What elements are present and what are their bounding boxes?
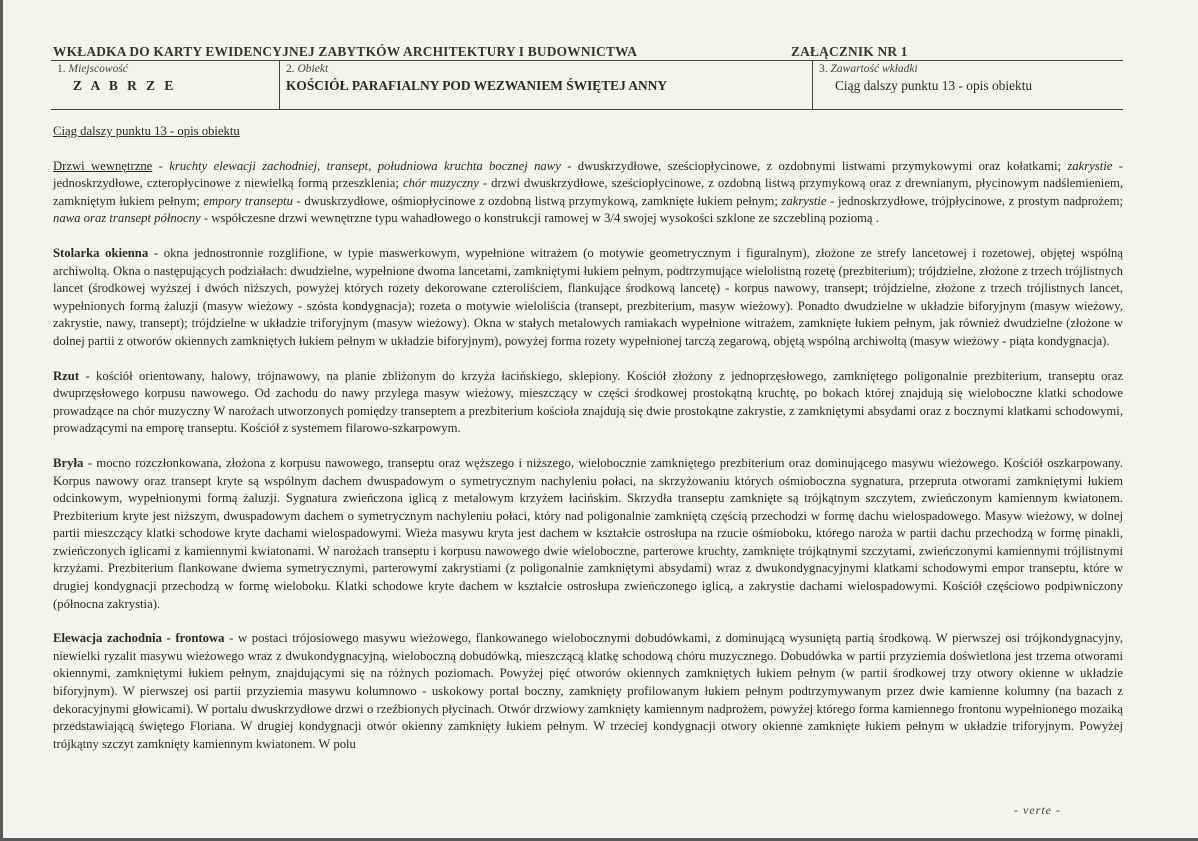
paragraph-mass: Bryła - mocno rozczłonkowana, złożona z korpusu nawowego, transeptu oraz węższego i niższego, wielobocznie zamkniętego prezbiterium oraz dominującego masywu wieżowego. Kościół oszkarpowany. Korpus nawowy oraz transept kryte są wspólnym dachem dwuspadowym o symetrycznym nachyleniu połaci, na skrzyżowaniu których ośmioboczna sygnatura, przeprutа otworami zamkniętymi łukiem odcinkowym, wypełnionymi formą żaluzji. Sygnatura zwieńczona iglicą z metalowym krzyżem łacińskim. Skrzydła transeptu zamknięte są trójkątnym szczytem, zwieńczonym kamiennym kwiatonem. Prezbiterium kryte jest niższym, dwuspadowym dachem o symetrycznym nachyleniu połaci, który nad poligonalnie zamkniętą częścią przechodzi w formę dachu wielospadowego. Masyw wieżowy, w dolnej partii mieszczący klatki schodowe kryte dachami wielospadowymi. Wieża masywu kryta jest dachem w kształcie ostrosłupa na rzucie ośmioboku, którego naroża w partii dachu przechodzą w formę pinakli, zwieńczonych iglicami z kamiennymi kwiatonami. W narożach transeptu i korpusu nawowego dwie wieloboczne, parterowe kruchty, zamknięte trójkątnymi szczytami, zwieńczonymi kamiennymi trójlistnymi krzyżami. Prezbiterium flankowane dwiema symetrycznymi, parterowymi zakrystiami (z poligonalnie zamkniętymi absydami) wraz z dwukondygnacyjnymi klatkami schodowymi empor transeptu, które w drugiej kondygnacji przechodzą w formę wieloboku. Klatki schodowe kryte dachem w kształcie ostrosłupa zwieńczonego iglicą, a zakrystie dachami wielospadowymi. Kościół częściowo podpiwniczony (północna zakrystia). [53, 455, 1123, 611]
paragraph-windows: Stolarka okienna - okna jednostronnie rozglifione, w typie maswerkowym, wypełnione witrażem (o motywie geometrycznym i figuralnym), złożone ze strefy lancetowej i rozetowej, objętej wspólną archiwoltą. Okna o następujących podziałach: dwudzielne, wypełnione dwoma lancetami, zamkniętymi łukiem pełnym, podtrzymujące wielolistną rozetę (prezbiterium); trójdzielne, złożone z trzech trójlistnych lancet (środkowej wyższej i dwóch niższych, powyżej których rozety dekorowane czteroliściem, flankujące środkową lancetę) - korpus nawowy, transept; trójdzielne, złożone z trzech trójlistnych lancet, wypełnionych formą żaluzji (masyw wieżowy - szósta kondygnacja); rozeta o motywie wieloliścia (transept, prezbiterium, masyw wieżowy). Ponadto dwudzielne w układzie biforyjnym (masyw wieżowy, zakrystie, nawy, transept); trójdzielne w układzie triforyjnym (masyw wieżowy). Okna w stałych metalowych ramiakach wypełnione witrażem, zamknięte łukiem pełnym, jak również dwudzielne (złożone w dolnej partii z otworów okiennych zamkniętych łukiem pełnym w układzie biforyjnym), powyżej forma rozety wypełnionej tarczą zegarową, objętą wspólną archiwoltą (masyw wieżowy - piąta kondygnacja). [53, 245, 1123, 348]
header-fields-table [51, 60, 1123, 110]
field-contents [813, 61, 1123, 109]
description-body [53, 123, 1123, 770]
mass-heading: Bryła [53, 455, 84, 470]
annex-number: ZAŁĄCZNIK NR 1 [791, 44, 908, 59]
paragraph-doors: Drzwi wewnętrzne - kruchty elewacji zachodniej, transept, południowa kruchta bocznej nawy - dwuskrzydłowe, sześciopłycinowe, z ozdobnymi listwami przymykowymi oraz kołatkami; zakrystie - jednoskrzydłowe, czteropłycinowe z niewielką formą przeszklenia; chór muzyczny - drzwi dwuskrzydłowe, sześciopłycinowe, z ozdobną listwą przymykową oraz z drewnianym, płycinowym nadślemieniem, zamkniętym łukiem pełnym; empory transeptu - dwuskrzydłowe, ośmiopłycinowe z ozdobną listwą przymykową, zamknięte łukiem pełnym; zakrystie - jednoskrzydłowe, trójpłycinowe, z prostym nadprożem; nawa oraz transept północny - współczesne drzwi wewnętrzne typu wahadłowego o konstrukcji ramowej w 3/4 swojej wysokości szklone ze szczebliną poziomą . [53, 158, 1124, 226]
field-locality-number: 1. [57, 63, 66, 75]
paragraph-plan: Rzut - kościół orientowany, halowy, trójnawowy, na planie zbliżonym do krzyża łacińskiego, sklepiony. Kościół złożony z jednoprzęsłowego, zamkniętego poligonalnie prezbiterium, transeptu oraz dwuprzęsłowego korpusu nawowego. Od zachodu do nawy przylega masyw wieżowy, mieszczący w części środkowej prostokątną kruchtę, po bokach której znajdują się wieloboczne klatki schodowe prowadzące na chór muzyczny W narożach utworzonych pomiędzy transeptem a prezbiterium kościoła znajdują się dwie prostokątne zakrystie, z zamkniętymi absydami oraz z bocznymi klatkami schodowymi, prowadzącymi na emporę transeptu. Kościół z systemem filarowo-szkarpowym. [53, 368, 1123, 436]
form-header [53, 44, 1123, 60]
field-object-label: Obiekt [297, 63, 329, 75]
verte-note: - verte - [1014, 803, 1061, 817]
plan-heading: Rzut [53, 368, 80, 383]
doors-heading: Drzwi wewnętrzne [53, 158, 153, 173]
field-locality-value: Z A B R Z E [73, 78, 177, 93]
continuation-heading: Ciąg dalszy punktu 13 - opis obiektu [53, 124, 240, 138]
field-locality-label: Miejscowość [68, 63, 128, 75]
field-locality [51, 61, 280, 109]
form-title: WKŁADKA DO KARTY EWIDENCYJNEJ ZABYTKÓW ARCHITEKTURY I BUDOWNICTWA [53, 44, 638, 59]
field-object [280, 61, 813, 109]
windows-heading: Stolarka okienna [53, 245, 149, 260]
field-contents-value: Ciąg dalszy punktu 13 - opis obiektu [835, 78, 1033, 93]
field-contents-label: Zawartość wkładki [830, 63, 918, 75]
facade-heading: Elewacja zachodnia - frontowa [53, 631, 225, 646]
field-object-value: KOŚCIÓŁ PARAFIALNY POD WEZWANIEM ŚWIĘTEJ ANNY [286, 78, 668, 93]
field-object-number: 2. [286, 63, 295, 75]
field-contents-number: 3. [819, 63, 828, 75]
paragraph-facade: Elewacja zachodnia - frontowa - w postaci trójosiowego masywu wieżowego, flankowanego wielobocznymi dobudówkami, z dominującą wysuniętą partią środkową. W pierwszej osi trójkondygnacyjny, niewielki ryzalit masywu wieżowego wraz z dwukondygnacyjną, wieloboczną dobudówką, mieszczącą klatkę schodową chóru muzycznego. Dobudówka w partii przyziemia doświetlona jest trzema otworami okiennymi, zamkniętymi łukiem pełnym, znajdującymi się na różnych poziomach. Powyżej pięć otworów okiennych zamkniętych łukiem pełnym (w partii środkowej trzy otwory okienne w układzie biforyjnym). W pierwszej osi partii przyziemia masywu kolumnowo - uskokowy portal boczny, zamknięty profilowanym łukiem pełnym podtrzymywanym przez dwie kamienne kolumny (na bazach z dekoracyjnymi głowicami). W portalu dwuskrzydłowe drzwi o rzeźbionych płycinach. Otwór drzwiowy zamknięty kamiennym nadprożem, powyżej którego forma kamiennego frontonu wypełnionego mozaiką przedstawiającą świętego Floriana. W drugiej kondygnacji otwór okienny zamknięty łukiem pełnym. W trzeciej kondygnacji otwory okienne zamknięte łukiem pełnym w układzie triforyjnym. Powyżej trójkątny szczyt zamknięty kamiennym kwiatonem. W polu [53, 631, 1124, 751]
